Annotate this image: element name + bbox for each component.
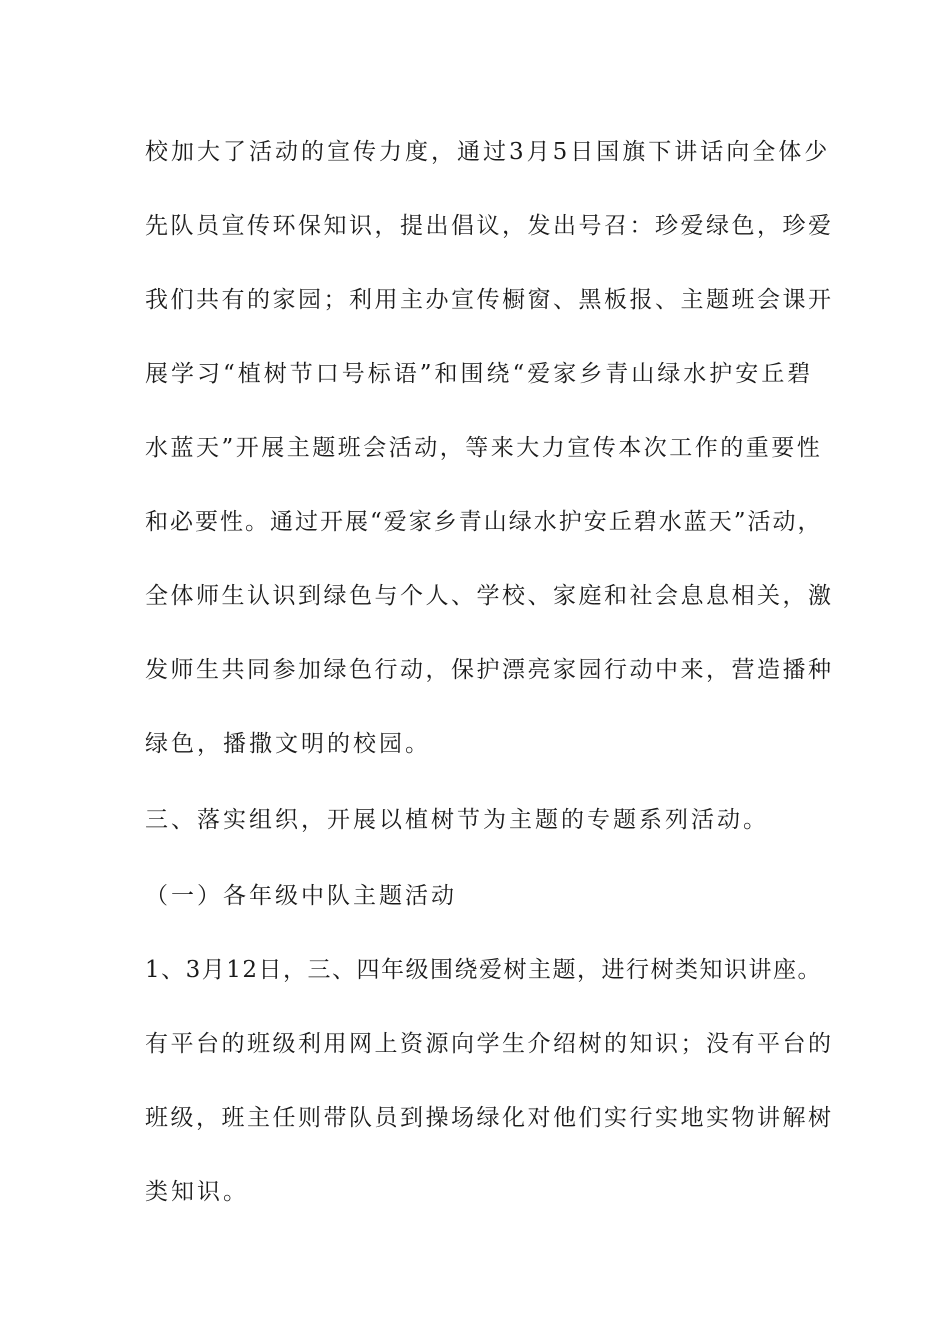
paragraph-line: 绿色，播撒文明的校园。 — [145, 731, 431, 757]
paragraph-line: 1、3月12日，三、四年级围绕爱树主题，进行树类知识讲座。 — [145, 957, 823, 983]
paragraph-line: 展学习“植树节口号标语”和围绕“爱家乡青山绿水护安丘碧 — [145, 361, 814, 387]
paragraph-line: 全体师生认识到绿色与个人、学校、家庭和社会息息相关，激 — [145, 583, 834, 609]
paragraph-line: 发师生共同参加绿色行动，保护漂亮家园行动中来，营造播种 — [145, 657, 834, 683]
paragraph-line: 和必要性。通过开展“爱家乡青山绿水护安丘碧水蓝天”活动， — [145, 509, 823, 535]
paragraph-line: 有平台的班级利用网上资源向学生介绍树的知识；没有平台的 — [145, 1031, 834, 1057]
paragraph-line: 先队员宣传环保知识，提出倡议，发出号召：珍爱绿色，珍爱 — [145, 213, 834, 239]
subsection-heading: （一）各年级中队主题活动 — [145, 883, 457, 909]
paragraph-line: 水蓝天”开展主题班会活动，等来大力宣传本次工作的重要性 — [145, 435, 823, 461]
section-heading: 三、落实组织，开展以植树节为主题的专题系列活动。 — [145, 807, 769, 833]
paragraph-line: 班级，班主任则带队员到操场绿化对他们实行实地实物讲解树 — [145, 1105, 834, 1131]
paragraph-line: 校加大了活动的宣传力度，通过3月5日国旗下讲话向全体少 — [145, 139, 831, 165]
paragraph-line: 类知识。 — [145, 1179, 249, 1205]
paragraph-line: 我们共有的家园；利用主办宣传橱窗、黑板报、主题班会课开 — [145, 287, 834, 313]
